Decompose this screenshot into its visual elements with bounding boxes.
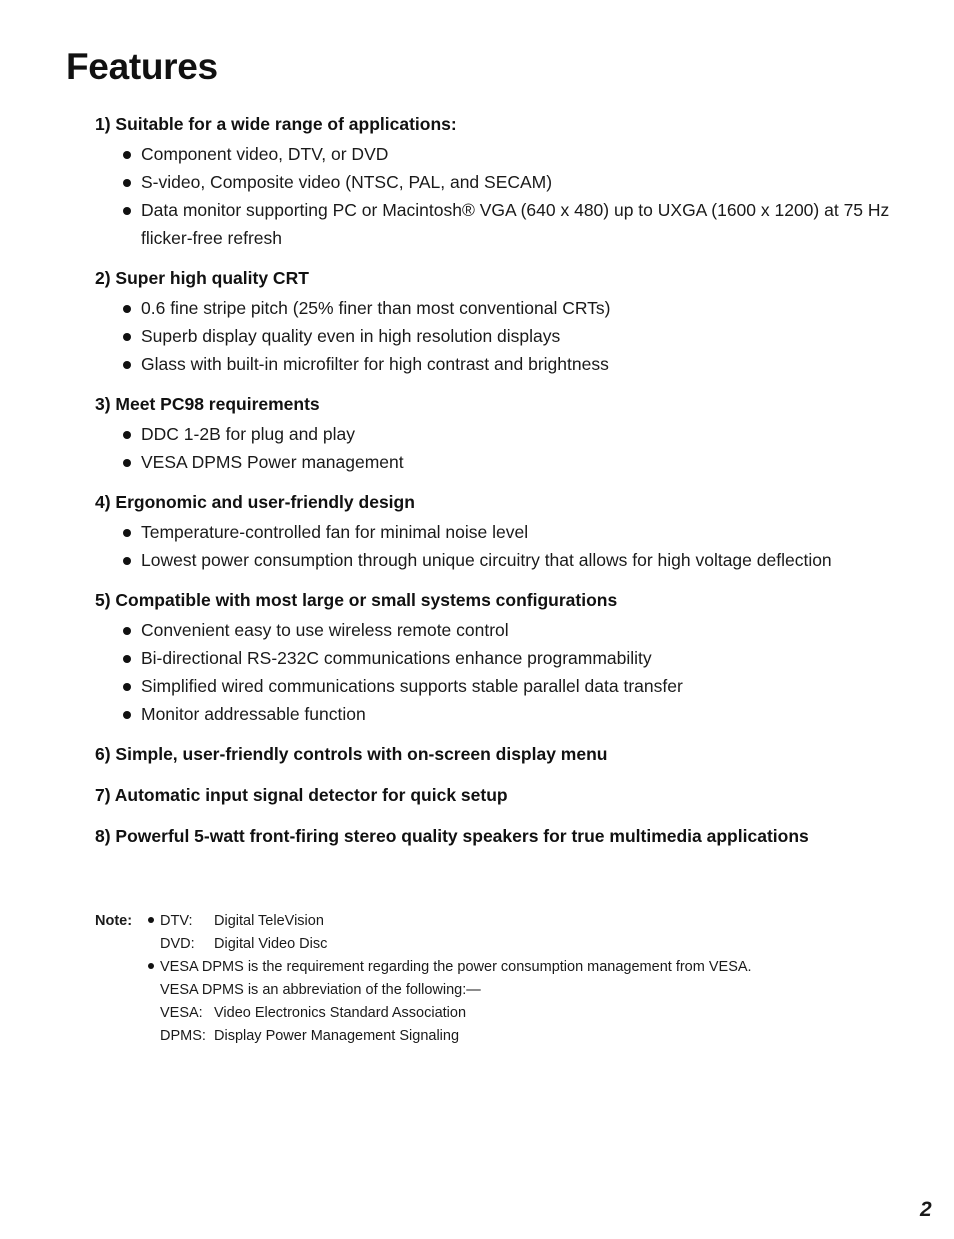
section-heading: 8) Powerful 5-watt front-firing stereo quality speakers for true multimedia applications: [95, 826, 809, 846]
note-term-dvd: DVD:: [160, 936, 195, 952]
note-row-dvd: [148, 933, 855, 956]
list-item: [95, 420, 915, 448]
section-heading: 4) Ergonomic and user-friendly design: [95, 492, 415, 512]
bullet-icon: [123, 361, 131, 369]
note-label: Note:: [95, 913, 133, 929]
section-heading: 6) Simple, user-friendly controls with on-screen display menu: [95, 744, 608, 764]
note-def-dtv: Digital TeleVision: [214, 913, 324, 929]
list-item: [95, 168, 915, 196]
list-item-text: S-video, Composite video (NTSC, PAL, and SECAM): [141, 172, 553, 192]
list-item: [95, 700, 915, 728]
list-item: [95, 518, 915, 546]
section-heading: 5) Compatible with most large or small systems configurations: [95, 590, 618, 610]
bullet-icon: [123, 711, 131, 719]
list-item-text: Glass with built-in microfilter for high contrast and brightness: [141, 354, 609, 374]
section-heading: 1) Suitable for a wide range of applications:: [95, 114, 457, 134]
feature-section: [95, 266, 915, 378]
list-item: [95, 294, 915, 322]
note-vesa-line: VESA DPMS is the requirement regarding the power consumption management from VESA.: [160, 959, 752, 975]
bullet-icon: [123, 333, 131, 341]
bullet-icon: [123, 529, 131, 537]
bullet-list: [95, 518, 915, 574]
list-item-text: 0.6 fine stripe pitch (25% finer than most conventional CRTs): [141, 298, 611, 318]
list-item-text: Simplified wired communications supports stable parallel data transfer: [141, 676, 683, 696]
note-def-dpms: Display Power Management Signaling: [214, 1028, 460, 1044]
note-term-dtv: DTV:: [160, 913, 193, 929]
list-item: [95, 322, 915, 350]
feature-section: [95, 112, 915, 252]
feature-section: [95, 392, 915, 476]
feature-section: [95, 742, 915, 766]
bullet-list: [95, 140, 915, 252]
list-item: [95, 672, 915, 700]
list-item-text: Temperature-controlled fan for minimal noise level: [141, 522, 529, 542]
note-vesa-abbrev-line: VESA DPMS is an abbreviation of the following:—: [160, 982, 481, 998]
note-body: [148, 910, 855, 1048]
list-item: [95, 546, 915, 574]
feature-section: [95, 824, 915, 848]
bullet-icon: [123, 207, 131, 215]
list-item-text: Bi-directional RS-232C communications enhance programmability: [141, 648, 652, 668]
bullet-icon: [123, 151, 131, 159]
bullet-icon: [123, 557, 131, 565]
bullet-icon: [123, 431, 131, 439]
feature-section: [95, 783, 915, 807]
note-row-vesa: [148, 956, 855, 979]
list-item-text: VESA DPMS Power management: [141, 452, 404, 472]
section-heading: 2) Super high quality CRT: [95, 268, 309, 288]
list-item-text: Component video, DTV, or DVD: [141, 144, 389, 164]
list-item: [95, 196, 915, 252]
bullet-icon: [123, 459, 131, 467]
note-def-vesa: Video Electronics Standard Association: [214, 1005, 467, 1021]
bullet-icon: [123, 179, 131, 187]
note-term-vesa: VESA:: [160, 1005, 203, 1021]
list-item-text: Data monitor supporting PC or Macintosh® VGA (640 x 480) up to UXGA (1600 x 1200) at 75 Hz flicker-free refresh: [141, 200, 890, 248]
page-number: 2: [920, 1198, 932, 1221]
list-item: [95, 140, 915, 168]
bullet-list: [95, 616, 915, 728]
features-list: [95, 112, 915, 865]
note-term-dpms: DPMS:: [160, 1028, 206, 1044]
bullet-icon: [123, 305, 131, 313]
feature-section: [95, 490, 915, 574]
bullet-icon: [148, 956, 160, 979]
bullet-icon: [123, 627, 131, 635]
feature-section: [95, 588, 915, 728]
list-item-text: Superb display quality even in high resolution displays: [141, 326, 561, 346]
list-item: [95, 644, 915, 672]
note-def-dvd: Digital Video Disc: [214, 936, 328, 952]
page-title: Features: [66, 46, 218, 87]
note-row-dtv: [148, 910, 855, 933]
list-item: [95, 448, 915, 476]
bullet-list: [95, 294, 915, 378]
bullet-icon: [123, 683, 131, 691]
note-row-abbrev: [148, 979, 855, 1002]
bullet-icon: [148, 910, 160, 933]
list-item-text: Lowest power consumption through unique circuitry that allows for high voltage deflection: [141, 550, 832, 570]
section-heading: 3) Meet PC98 requirements: [95, 394, 320, 414]
bullet-list: [95, 420, 915, 476]
list-item-text: DDC 1-2B for plug and play: [141, 424, 355, 444]
bullet-icon: [123, 655, 131, 663]
note-row-dpms-def: [148, 1025, 855, 1048]
section-heading: 7) Automatic input signal detector for quick setup: [95, 785, 508, 805]
list-item: [95, 350, 915, 378]
list-item: [95, 616, 915, 644]
note-block: [95, 910, 855, 1048]
list-item-text: Monitor addressable function: [141, 704, 366, 724]
list-item-text: Convenient easy to use wireless remote control: [141, 620, 509, 640]
note-row-vesa-def: [148, 1002, 855, 1025]
